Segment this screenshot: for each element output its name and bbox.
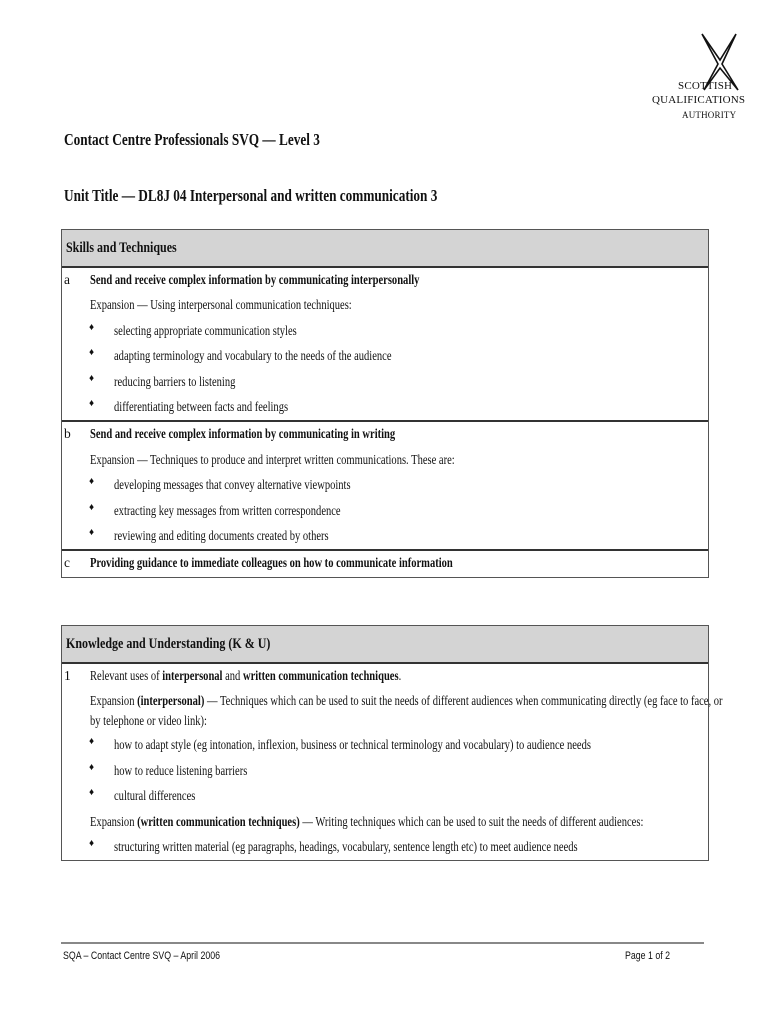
item-letter: b bbox=[64, 426, 71, 442]
bullet-icon: ♦ bbox=[89, 526, 95, 538]
bullet-icon: ♦ bbox=[89, 372, 95, 384]
footer-page-number: Page 1 of 2 bbox=[625, 950, 671, 962]
unit-title: Unit Title — DL8J 04 Interpersonal and written communication 3 bbox=[64, 186, 438, 205]
skills-header: Skills and Techniques bbox=[62, 230, 708, 268]
bullet-text: differentiating between facts and feelings bbox=[114, 398, 289, 414]
bullet-icon: ♦ bbox=[89, 837, 95, 849]
page-title: Contact Centre Professionals SVQ — Level 3 bbox=[64, 130, 320, 149]
item-number: 1 bbox=[64, 668, 71, 683]
bullet-icon: ♦ bbox=[89, 397, 95, 409]
bullet-icon: ♦ bbox=[89, 476, 95, 488]
skill-item-b bbox=[62, 422, 708, 551]
bullet-text: how to reduce listening barriers bbox=[114, 762, 248, 778]
footer-left: SQA – Contact Centre SVQ – April 2006 bbox=[63, 950, 221, 962]
bullet-icon: ♦ bbox=[89, 501, 95, 513]
footer-divider bbox=[61, 942, 704, 944]
bullet-icon: ♦ bbox=[89, 736, 95, 748]
knowledge-section bbox=[61, 625, 723, 861]
item-expansion-written: Expansion (written communication techniques) — Writing techniques which can be used to suit the needs of different audiences: bbox=[90, 813, 644, 829]
bullet-text: structuring written material (eg paragraphs, headings, vocabulary, sentence length etc) to meet audience needs bbox=[114, 838, 578, 854]
bullet-text: reducing barriers to listening bbox=[114, 373, 236, 389]
item-intro: Relevant uses of interpersonal and written communication techniques. bbox=[90, 668, 402, 683]
bullet-text: reviewing and editing documents created by others bbox=[114, 527, 329, 543]
bullet-icon: ♦ bbox=[89, 347, 95, 359]
bullet-icon: ♦ bbox=[89, 321, 95, 333]
bullet-text: cultural differences bbox=[114, 788, 196, 804]
item-title: Send and receive complex information by communicating in writing bbox=[90, 426, 396, 442]
logo-line-3: AUTHORITY bbox=[682, 110, 737, 120]
item-title: Providing guidance to immediate colleagues on how to communicate information bbox=[90, 555, 453, 571]
item-expansion: Expansion — Techniques to produce and interpret written communications. These are: bbox=[90, 451, 455, 467]
knowledge-header: Knowledge and Understanding (K & U) bbox=[62, 626, 708, 664]
bullet-text: selecting appropriate communication styles bbox=[114, 322, 297, 338]
bullet-text: extracting key messages from written correspondence bbox=[114, 502, 341, 518]
knowledge-item-1 bbox=[62, 664, 723, 860]
item-title: Send and receive complex information by communicating interpersonally bbox=[90, 272, 420, 287]
item-expansion: Expansion — Using interpersonal communication techniques: bbox=[90, 297, 352, 313]
item-letter: c bbox=[64, 555, 70, 571]
bullet-text: adapting terminology and vocabulary to the needs of the audience bbox=[114, 348, 392, 364]
skill-item-a bbox=[62, 268, 708, 422]
sqa-logo bbox=[650, 32, 745, 124]
skill-item-c bbox=[62, 551, 708, 576]
skills-section bbox=[61, 229, 709, 578]
logo-line-2: QUALIFICATIONS bbox=[652, 94, 746, 106]
bullet-icon: ♦ bbox=[89, 787, 95, 799]
item-letter: a bbox=[64, 272, 70, 287]
bullet-text: developing messages that convey alternative viewpoints bbox=[114, 477, 351, 493]
bullet-icon: ♦ bbox=[89, 761, 95, 773]
item-expansion-interpersonal: Expansion (interpersonal) — Techniques which can be used to suit the needs of different audiences when communicating directly (eg face to face, or by telephone or video link): bbox=[90, 693, 723, 729]
bullet-text: how to adapt style (eg intonation, inflexion, business or technical terminology and vocabulary) to audience needs bbox=[114, 737, 591, 753]
logo-line-1: SCOTTISH bbox=[678, 80, 733, 92]
